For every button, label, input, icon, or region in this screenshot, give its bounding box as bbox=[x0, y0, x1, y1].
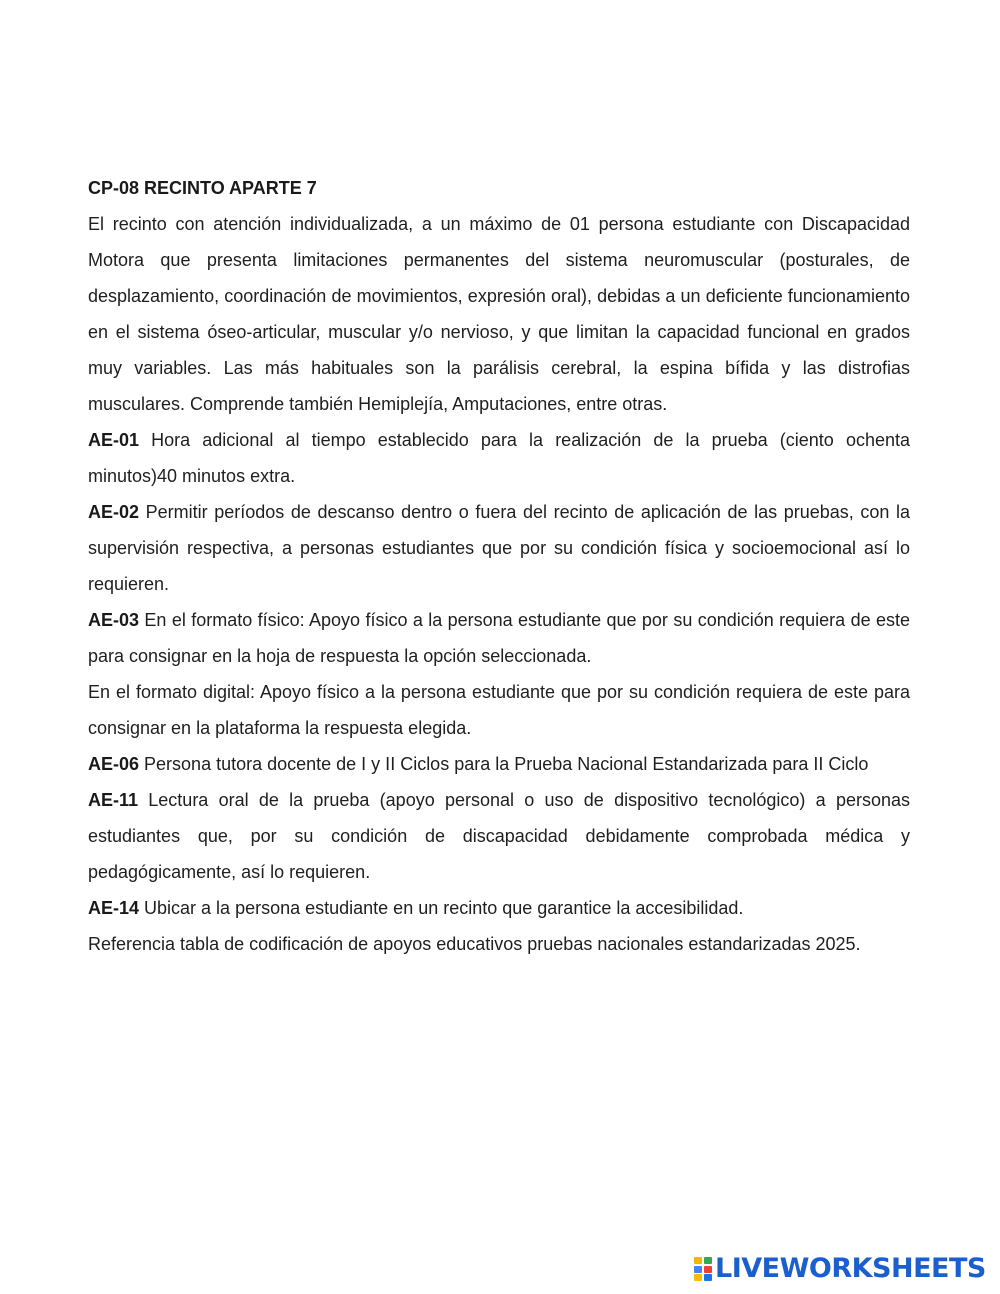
logo-block bbox=[704, 1266, 712, 1273]
logo-text: LIVEWORKSHEETS bbox=[715, 1253, 986, 1284]
support-code: AE-14 bbox=[88, 898, 140, 918]
logo-block bbox=[704, 1274, 712, 1281]
support-text: Lectura oral de la prueba (apoyo personal o uso de dispositivo tecnológico) a personas estudiantes que, por su condición de discapacidad debidamente comprobada médica y pedagógicamente, así lo requieren. bbox=[88, 790, 910, 882]
support-text: Hora adicional al tiempo establecido para la realización de la prueba (ciento ochenta minutos)40 minutos extra. bbox=[88, 430, 910, 486]
logo-block bbox=[694, 1257, 702, 1264]
support-text: Permitir períodos de descanso dentro o fuera del recinto de aplicación de las pruebas, con la supervisión respectiva, a personas estudiantes que por su condición física y socioemocional así lo requieren. bbox=[88, 502, 910, 594]
support-code: AE-02 bbox=[88, 502, 140, 522]
support-code: AE-06 bbox=[88, 754, 140, 774]
logo-block bbox=[704, 1257, 712, 1264]
support-item-ae06 bbox=[88, 746, 910, 782]
support-item-ae01 bbox=[88, 422, 910, 494]
document-title: CP-08 RECINTO APARTE 7 bbox=[88, 178, 317, 198]
support-code: AE-11 bbox=[88, 790, 139, 810]
support-text: Persona tutora docente de I y II Ciclos para la Prueba Nacional Estandarizada para II Ciclo bbox=[139, 754, 869, 774]
digital-format-note: En el formato digital: Apoyo físico a la persona estudiante que por su condición requiera de este para consignar en la plataforma la respuesta elegida. bbox=[88, 682, 910, 738]
support-item-ae11 bbox=[88, 782, 910, 890]
support-item-ae02 bbox=[88, 494, 910, 602]
support-text: Ubicar a la persona estudiante en un recinto que garantice la accesibilidad. bbox=[139, 898, 744, 918]
logo-block bbox=[694, 1266, 702, 1273]
intro-paragraph: El recinto con atención individualizada, a un máximo de 01 persona estudiante con Discapacidad Motora que presenta limitaciones permanentes del sistema neuromuscular (posturales, de desplazamiento, coordinación de movimientos, expresión oral), debidas a un deficiente funcionamiento en el sistema óseo-articular, muscular y/o nervioso, y que limitan la capacidad funcional en grados muy variables. Las más habituales son la parálisis cerebral, la espina bífida y las distrofias musculares. Comprende también Hemiplejía, Amputaciones, entre otras. bbox=[88, 214, 910, 414]
document-body bbox=[88, 170, 910, 962]
support-item-ae14 bbox=[88, 890, 910, 926]
liveworksheets-logo bbox=[694, 1254, 986, 1284]
support-text: En el formato físico: Apoyo físico a la persona estudiante que por su condición requiera de este para consignar en la hoja de respuesta la opción seleccionada. bbox=[88, 610, 910, 666]
support-item-ae03 bbox=[88, 602, 910, 674]
logo-block bbox=[694, 1274, 702, 1281]
logo-blocks-icon bbox=[694, 1257, 712, 1281]
reference-note: Referencia tabla de codificación de apoyos educativos pruebas nacionales estandarizadas 2025. bbox=[88, 934, 861, 954]
support-code: AE-01 bbox=[88, 430, 140, 450]
support-code: AE-03 bbox=[88, 610, 140, 630]
